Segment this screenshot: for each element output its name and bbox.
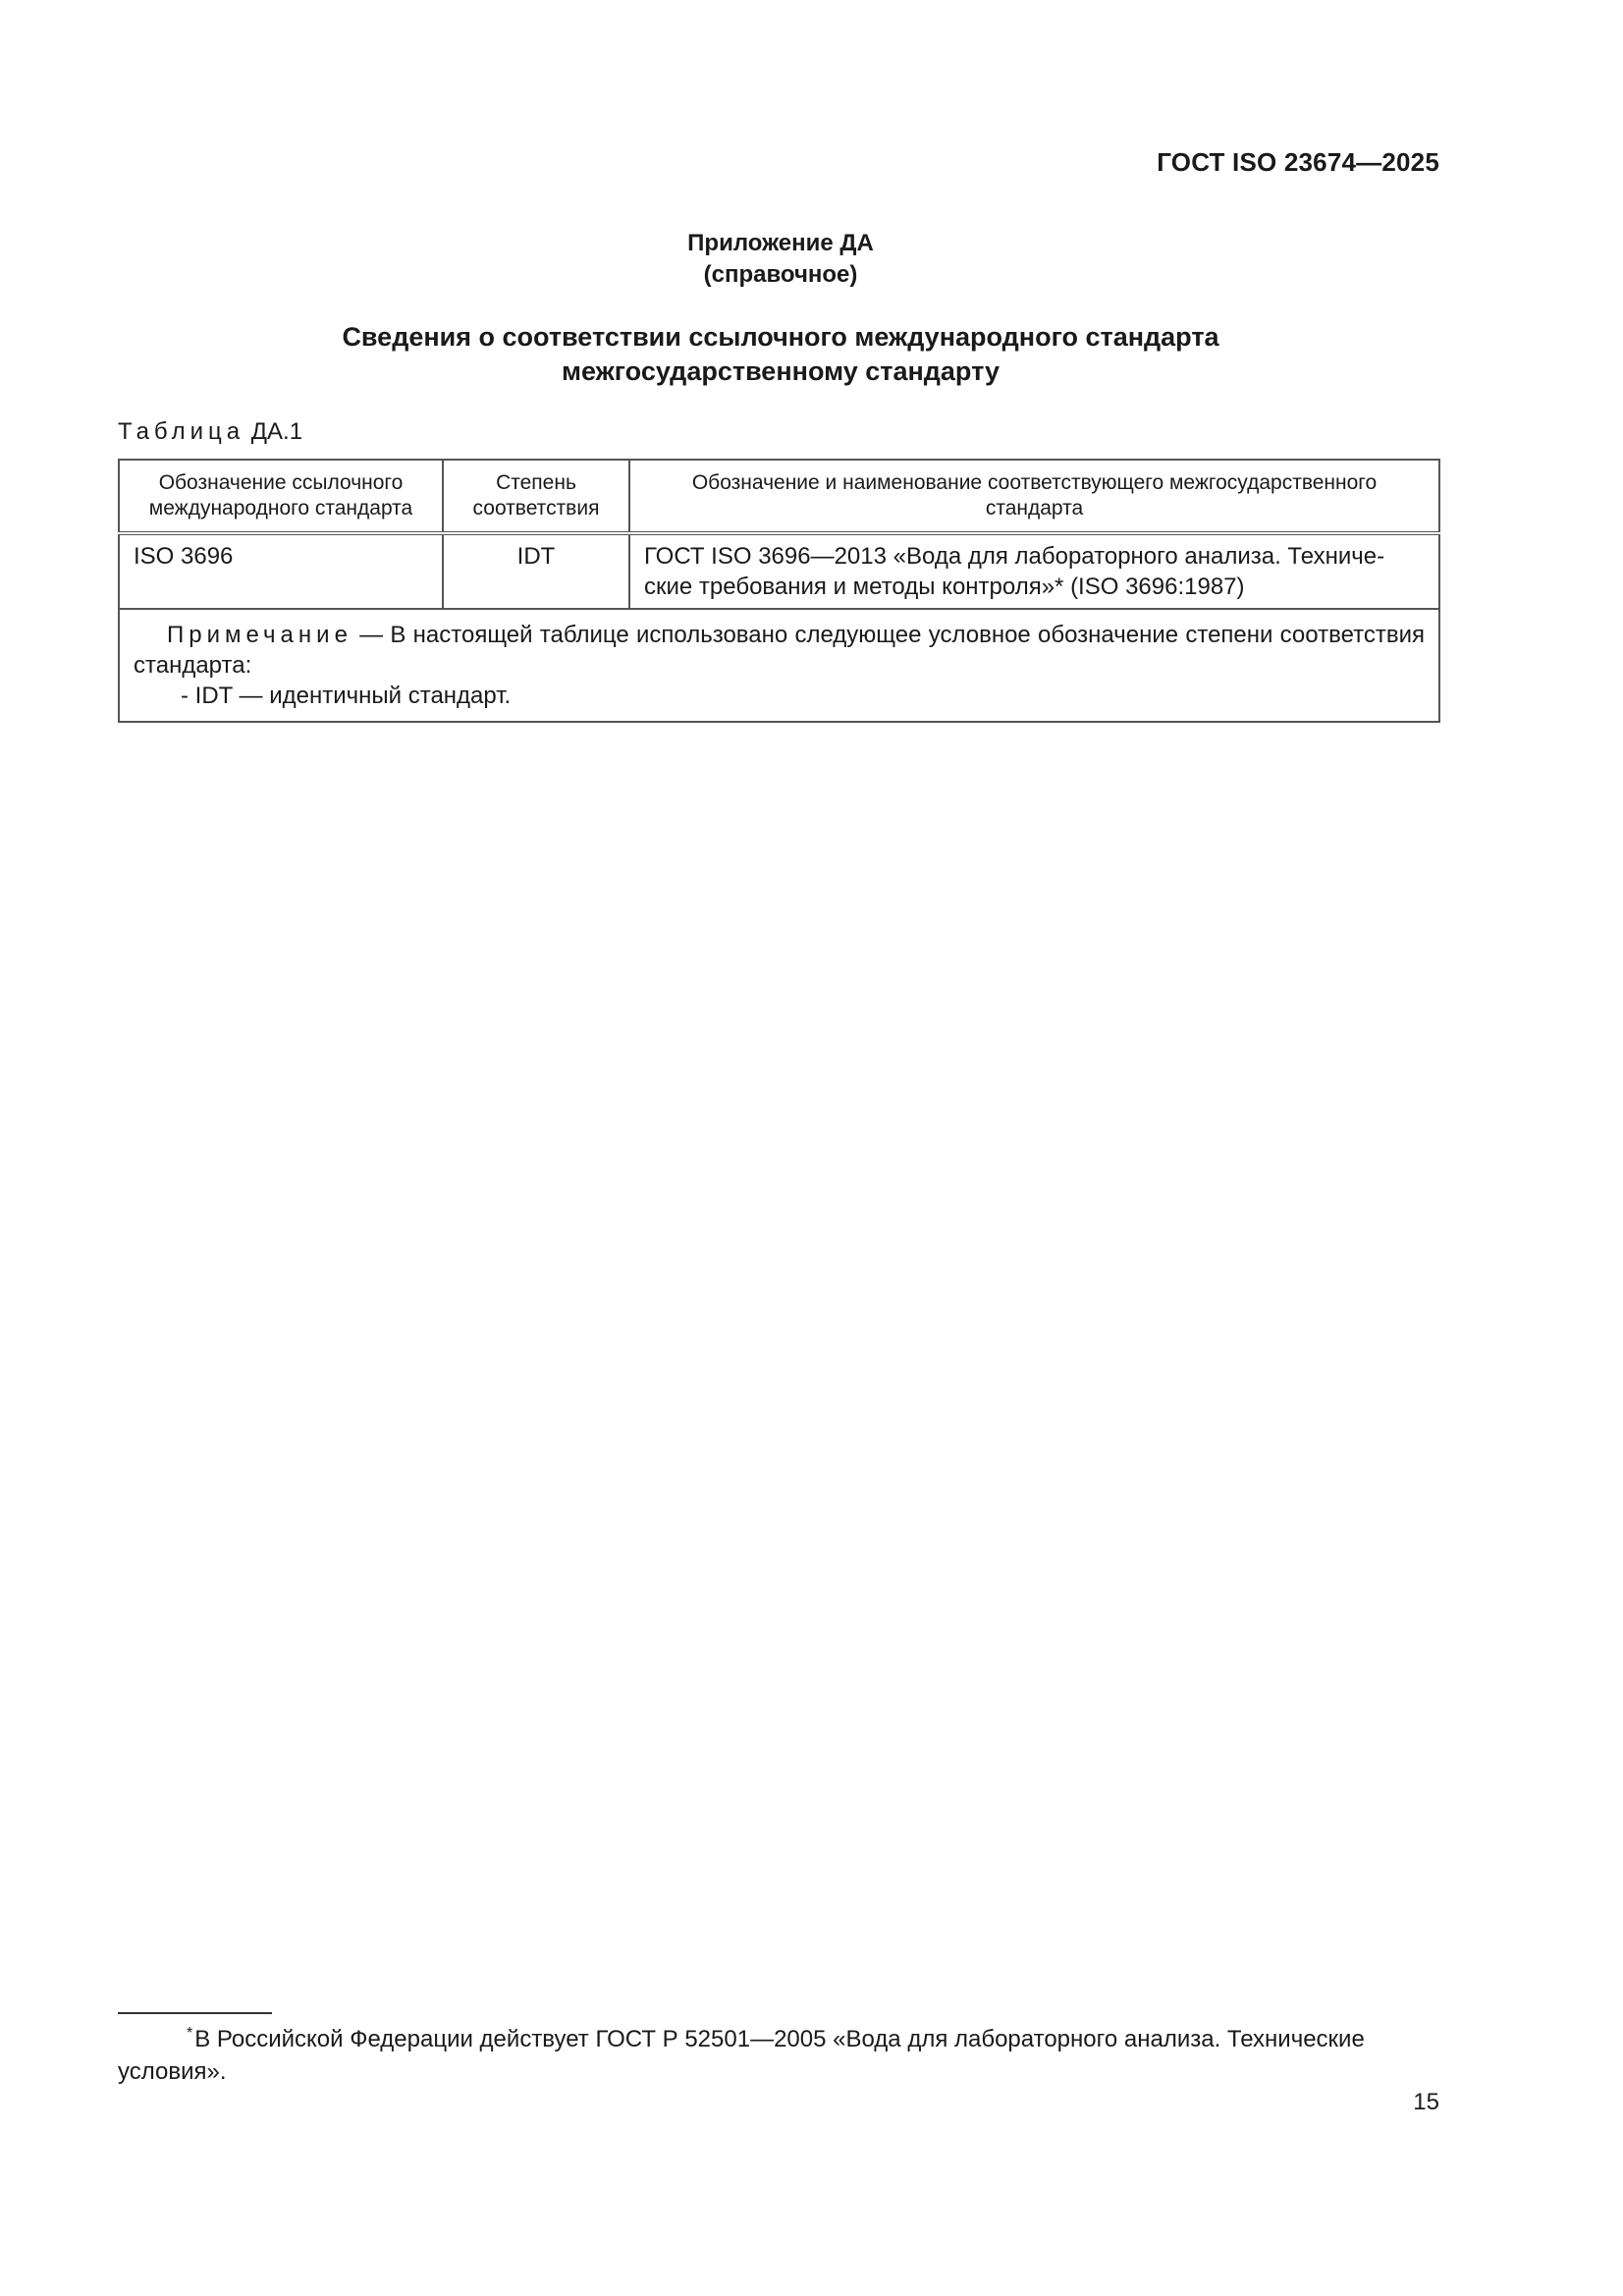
footnote-marker: * bbox=[187, 2025, 193, 2042]
note-paragraph bbox=[134, 620, 1425, 681]
document-code-header: ГОСТ ISO 23674—2025 bbox=[1157, 147, 1439, 177]
annex-type: (справочное) bbox=[703, 261, 858, 288]
section-title bbox=[0, 320, 1561, 389]
correspondence-table bbox=[118, 459, 1440, 723]
cell-interstate-standard: ГОСТ ISO 3696—2013 «Вода для лабораторного анализа. Техниче-ские требования и методы контроля»* (ISO 3696:1987) bbox=[629, 533, 1439, 609]
header-interstate-standard: Обозначение и наименование соответствующего межгосударственного стандарта bbox=[629, 460, 1439, 533]
page-number: 15 bbox=[1413, 2089, 1439, 2115]
table-note-row bbox=[119, 609, 1439, 722]
note-list-item: - IDT — идентичный стандарт. bbox=[181, 683, 512, 709]
section-title-line-2: межгосударственному стандарту bbox=[562, 356, 1000, 386]
section-title-line-1: Сведения о соответствии ссылочного международного стандарта bbox=[342, 322, 1219, 352]
footnote-separator bbox=[118, 2012, 272, 2014]
note-text: — В настоящей таблице использовано следующее условное обозначение степени соответствия стандарта: bbox=[134, 622, 1425, 679]
table-caption bbox=[118, 417, 302, 447]
annex-heading bbox=[0, 228, 1561, 291]
table-row bbox=[119, 533, 1439, 609]
table-caption-number: ДА.1 bbox=[250, 418, 303, 445]
cell-intl-standard: ISO 3696 bbox=[119, 533, 443, 609]
table-header-row bbox=[119, 460, 1439, 533]
cell-degree: IDT bbox=[443, 533, 629, 609]
table-note bbox=[119, 609, 1439, 722]
header-degree: Степень соответствия bbox=[443, 460, 629, 533]
table-caption-word: Таблица bbox=[118, 418, 245, 445]
annex-title: Приложение ДА bbox=[687, 230, 874, 256]
header-intl-standard: Обозначение ссылочного международного стандарта bbox=[119, 460, 443, 533]
footnote-text: В Российской Федерации действует ГОСТ Р 52501—2005 «Вода для лабораторного анализа. Технические условия». bbox=[118, 2026, 1365, 2085]
footnote bbox=[118, 2017, 1440, 2088]
note-label: Примечание bbox=[167, 622, 352, 648]
